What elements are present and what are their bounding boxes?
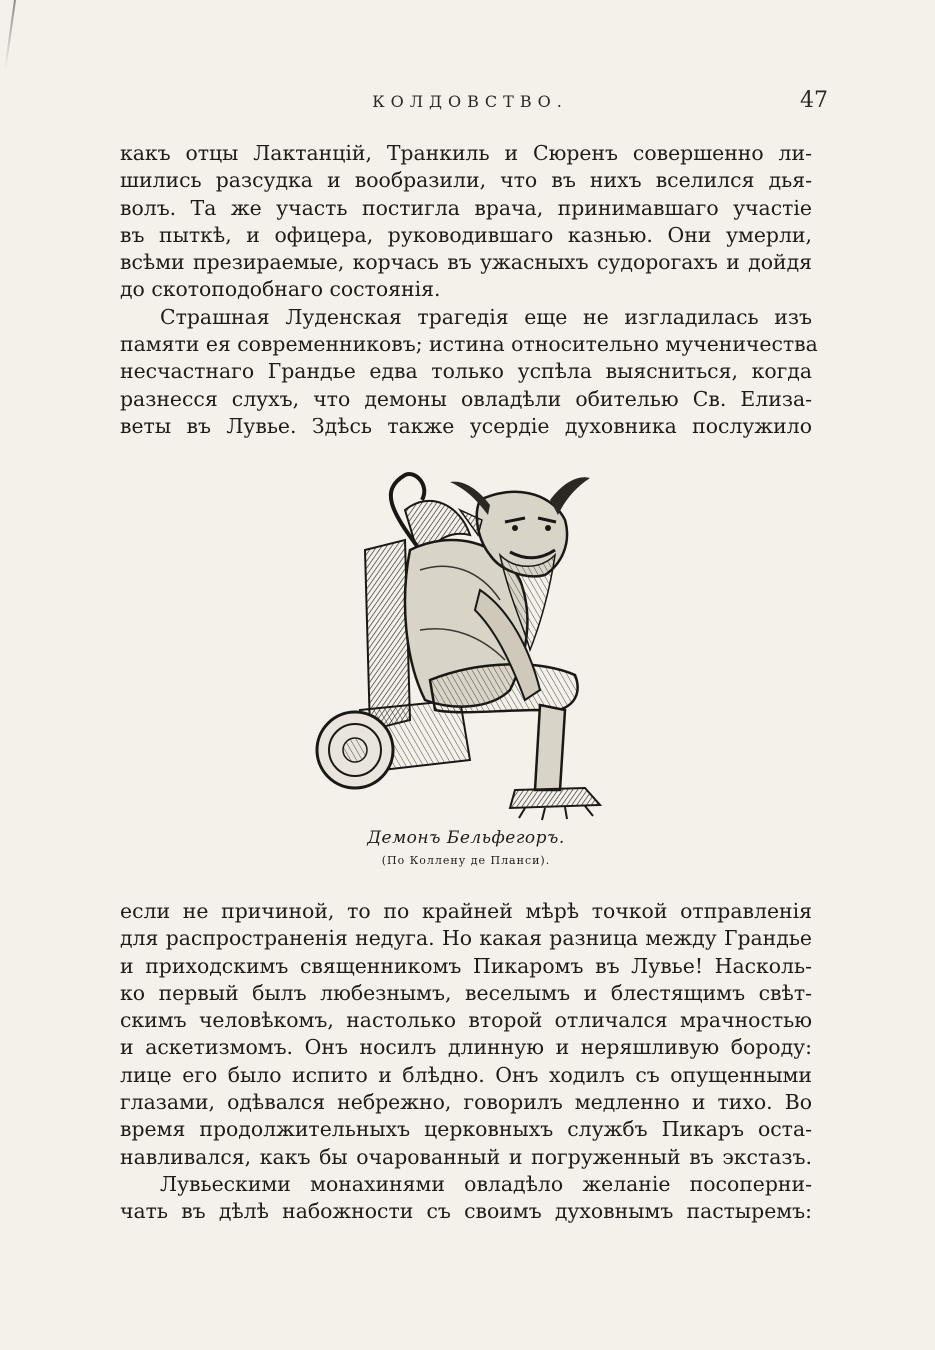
text-line: всѣми презираемые, корчась въ ужасныхъ судорогахъ и дойдя: [120, 250, 812, 275]
text-line: ко первый былъ любезнымъ, веселымъ и блестящимъ свѣт-: [120, 980, 812, 1005]
text-line: веты въ Лувье. Здѣсь также усердіе духовника послужило: [120, 413, 812, 438]
caption-credit: (По Коллену де Планси).: [381, 854, 551, 867]
page-number: 47: [800, 88, 828, 113]
text-line: и аскетизмомъ. Онъ носилъ длинную и неряшливую бороду:: [120, 1035, 812, 1060]
text-line: если не причиной, то по крайней мѣрѣ точкой отправленія: [120, 899, 812, 923]
figure-caption: [120, 828, 812, 867]
text-line: и приходскимъ священникомъ Пикаромъ въ Лувье! Насколь-: [120, 953, 812, 978]
text-line: Лувьескими монахинями овладѣло желаніе посоперни-: [160, 1171, 812, 1196]
text-line: для распространенія недуга. Но какая разница между Грандье: [120, 926, 812, 951]
text-line: время продолжительныхъ церковныхъ службъ Пикаръ оста-: [120, 1117, 812, 1142]
text-line: несчастнаго Грандье едва только успѣла выясниться, когда: [120, 359, 812, 384]
text-line: до скотоподобнаго состоянія.: [120, 277, 441, 302]
demon-illustration: [310, 460, 630, 830]
text-line: Страшная Луденская трагедія еще не изгладилась изъ: [160, 304, 812, 329]
text-block-top: [120, 140, 818, 440]
paragraph: [120, 140, 812, 304]
text-line: въ пыткѣ, и офицера, руководившаго казнью. Они умерли,: [120, 222, 812, 247]
text-line: глазами, одѣвался небрежно, говорилъ медленно и тихо. Во: [120, 1090, 812, 1115]
paragraph: [120, 304, 818, 440]
text-line: памяти ея современниковъ; истина относительно мученичества: [120, 332, 818, 357]
text-line: чать въ дѣлѣ набожности съ своимъ духовнымъ пастыремъ:: [120, 1199, 812, 1224]
paragraph: [120, 898, 812, 1171]
page-edge-mark: [4, 0, 16, 69]
text-line: разнесся слухъ, что демоны овладѣли обителью Св. Елиза-: [120, 386, 812, 411]
paragraph: [120, 1171, 812, 1226]
caption-title: Демонъ Бельфегоръ.: [367, 828, 565, 848]
text-line: волъ. Та же участь постигла врача, принимавшаго участіе: [120, 195, 812, 220]
demon-engraving: [310, 460, 630, 830]
running-title: КОЛДОВСТВО.: [372, 92, 568, 111]
running-head: [120, 88, 828, 116]
text-line: лице его было испито и блѣдно. Онъ ходилъ съ опущенными: [120, 1062, 812, 1087]
text-line: какъ отцы Лактанцій, Транкиль и Сюренъ совершенно ли-: [120, 141, 812, 165]
text-line: навливался, какъ бы очарованный и погруженный въ экстазъ.: [120, 1144, 812, 1169]
text-line: скимъ человѣкомъ, настолько второй отличался мрачностью: [120, 1008, 812, 1033]
text-line: шились разсудка и вообразили, что въ нихъ вселился дья-: [120, 168, 812, 193]
text-block-bottom: [120, 898, 812, 1226]
